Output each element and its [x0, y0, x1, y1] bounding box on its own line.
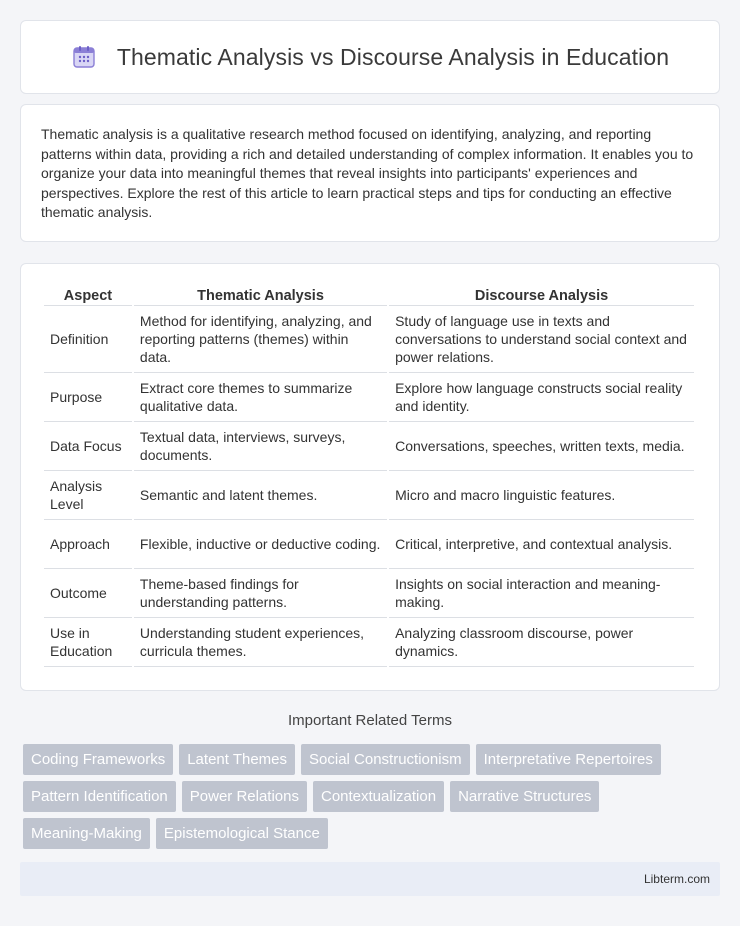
table-row: [44, 306, 694, 373]
related-term-tag[interactable]: Epistemological Stance: [156, 818, 328, 849]
table-header-row: [44, 284, 694, 306]
calendar-icon: [71, 44, 97, 70]
related-terms-title: Important Related Terms: [288, 712, 452, 729]
comparison-table: [42, 284, 696, 667]
aspect-cell: Purpose: [44, 373, 132, 422]
related-term-tag[interactable]: Pattern Identification: [23, 781, 176, 812]
aspect-cell: Approach: [44, 520, 132, 569]
related-term-tag[interactable]: Narrative Structures: [450, 781, 599, 812]
aspect-cell: Use in Education: [44, 618, 132, 667]
thematic-cell: Textual data, interviews, surveys, documents.: [134, 422, 387, 471]
table-row: [44, 569, 694, 618]
related-terms-list: [23, 744, 713, 855]
footer-site-link[interactable]: Libterm.com: [643, 872, 710, 886]
thematic-cell: Extract core themes to summarize qualitative data.: [134, 373, 387, 422]
thematic-cell: Theme-based findings for understanding patterns.: [134, 569, 387, 618]
thematic-cell: Semantic and latent themes.: [134, 471, 387, 520]
header-card: [20, 20, 720, 94]
discourse-cell: Study of language use in texts and conversations to understand social context and power relations.: [389, 306, 694, 373]
comparison-table-card: [20, 263, 720, 691]
related-term-tag[interactable]: Power Relations: [182, 781, 307, 812]
thematic-cell: Flexible, inductive or deductive coding.: [134, 520, 387, 569]
discourse-cell: Analyzing classroom discourse, power dynamics.: [389, 618, 694, 667]
discourse-cell: Explore how language constructs social reality and identity.: [389, 373, 694, 422]
related-term-tag[interactable]: Contextualization: [313, 781, 444, 812]
related-term-tag[interactable]: Interpretative Repertoires: [476, 744, 661, 775]
related-term-tag[interactable]: Coding Frameworks: [23, 744, 173, 775]
discourse-cell: Conversations, speeches, written texts, media.: [389, 422, 694, 471]
page-title: Thematic Analysis vs Discourse Analysis in Education: [116, 43, 670, 70]
intro-paragraph: Thematic analysis is a qualitative research method focused on identifying, analyzing, and reporting patterns within data, providing a rich and detailed understanding of complex information. It enables you to organize your data into meaningful themes that reveal insights into participants' experiences and perspectives. Explore the rest of this article to learn practical steps and tips for conducting an effective thematic analysis.: [41, 126, 694, 220]
aspect-cell: Analysis Level: [44, 471, 132, 520]
table-row: [44, 618, 694, 667]
header-discourse: Discourse Analysis: [389, 284, 694, 306]
aspect-cell: Data Focus: [44, 422, 132, 471]
aspect-cell: Outcome: [44, 569, 132, 618]
related-term-tag[interactable]: Social Constructionism: [301, 744, 470, 775]
aspect-cell: Definition: [44, 306, 132, 373]
table-row: [44, 471, 694, 520]
footer: [20, 862, 720, 896]
header-aspect: Aspect: [44, 284, 132, 306]
table-row: [44, 520, 694, 569]
intro-card: [20, 104, 720, 242]
thematic-cell: Understanding student experiences, curricula themes.: [134, 618, 387, 667]
related-term-tag[interactable]: Latent Themes: [179, 744, 295, 775]
header-thematic: Thematic Analysis: [134, 284, 387, 306]
discourse-cell: Critical, interpretive, and contextual analysis.: [389, 520, 694, 569]
thematic-cell: Method for identifying, analyzing, and reporting patterns (themes) within data.: [134, 306, 387, 373]
table-row: [44, 422, 694, 471]
related-term-tag[interactable]: Meaning-Making: [23, 818, 150, 849]
discourse-cell: Insights on social interaction and meaning-making.: [389, 569, 694, 618]
discourse-cell: Micro and macro linguistic features.: [389, 471, 694, 520]
table-row: [44, 373, 694, 422]
